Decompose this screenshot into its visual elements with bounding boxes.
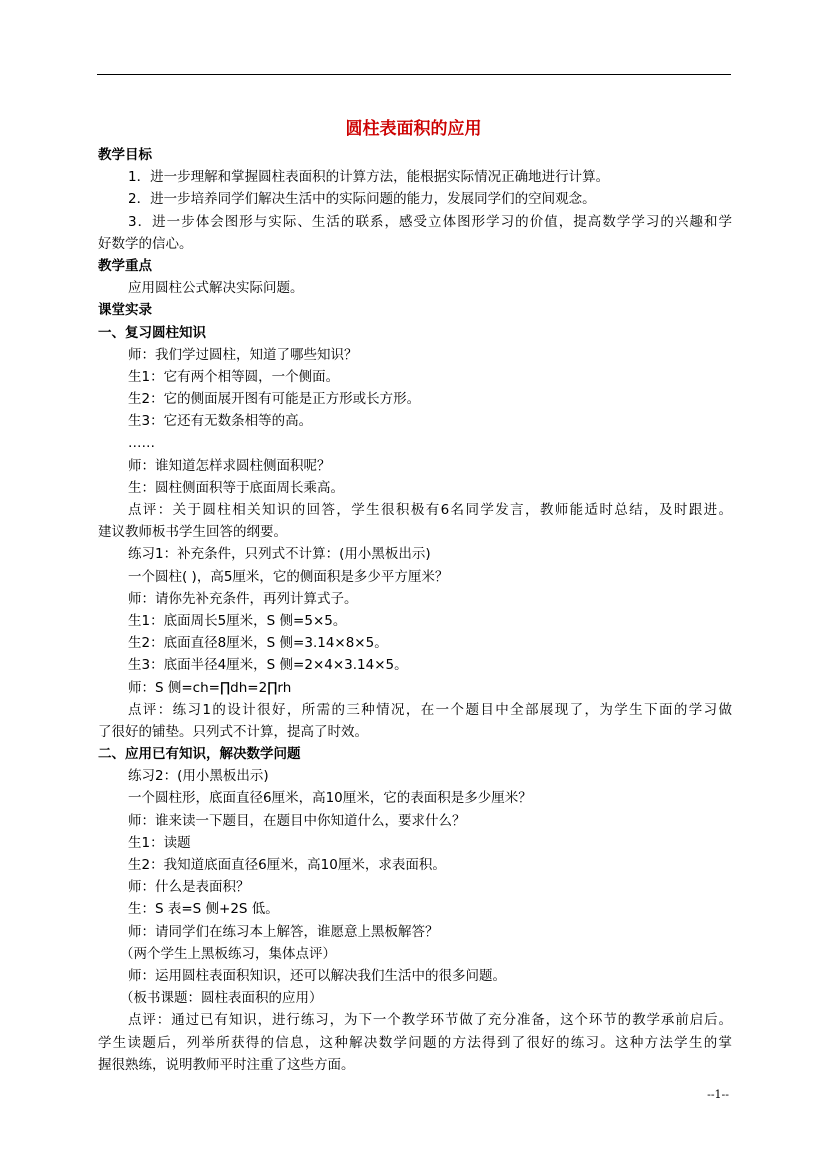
body-line: 生3：它还有无数条相等的高。 [128,413,313,430]
body-line: 生：S 表=S 侧+2S 低。 [128,901,279,918]
body-line: 2．进一步培养同学们解决生活中的实际问题的能力，发展同学们的空间观念。 [128,191,596,208]
body-line: 点评：通过已有知识，进行练习，为下一个教学环节做了充分准备，这个环节的教学承前启后。 [128,1012,732,1029]
body-line: 了很好的铺垫。只列式不计算，提高了时效。 [98,723,368,740]
section-heading: 二、应用已有知识，解决数学问题 [98,746,301,763]
body-line: 一个圆柱( )，高5厘米，它的侧面积是多少平方厘米？ [128,568,449,585]
body-line: 生1：读题 [128,834,191,851]
body-line: 练习2：(用小黑板出示) [128,768,269,785]
body-line: 师：谁知道怎样求圆柱侧面积呢？ [128,457,331,474]
body-line: 师：我们学过圆柱，知道了哪些知识？ [128,346,358,363]
body-line: 一个圆柱形，底面直径6厘米，高10厘米，它的表面积是多少厘米？ [128,790,532,807]
body-line: 师：什么是表面积？ [128,879,250,896]
document-body [98,144,732,1076]
body-line: 生2：底面直径8厘米，S 侧=3.14×8×5。 [128,635,388,652]
body-line: 生3：底面半径4厘米，S 侧=2×4×3.14×5。 [128,657,408,674]
body-line: 生1：它有两个相等圆，一个侧面。 [128,368,340,385]
body-line: 建议教师板书学生回答的纲要。 [98,524,287,541]
body-line: 师：请你先补充条件，再列计算式子。 [128,590,358,607]
section-heading: 课堂实录 [98,302,152,319]
body-line: （两个学生上黑板练习，集体点评） [120,945,336,962]
page-number: --1-- [707,1088,729,1101]
body-line: 师：S 侧=ch=∏dh=2∏rh [128,679,292,696]
body-line: 握很熟练，说明教师平时注重了这些方面。 [98,1056,355,1073]
body-line: 好数学的信心。 [98,235,193,252]
body-line: 生2：我知道底面直径6厘米，高10厘米，求表面积。 [128,857,446,873]
body-line: 生1：底面周长5厘米，S 侧=5×5。 [128,612,347,629]
section-heading: 一、复习圆柱知识 [98,324,206,341]
body-line: 点评：关于圆柱相关知识的回答，学生很积极有6名同学发言，教师能适时总结，及时跟进。 [128,502,732,518]
body-line: 生：圆柱侧面积等于底面周长乘高。 [128,479,344,496]
body-line: 应用圆柱公式解决实际问题。 [128,280,304,297]
body-line: 生2：它的侧面展开图有可能是正方形或长方形。 [128,391,421,408]
body-line: （板书课题：圆柱表面积的应用） [120,990,323,1007]
body-line: 师：谁来读一下题目，在题目中你知道什么，要求什么？ [128,812,466,829]
section-heading: 教学目标 [98,147,152,163]
body-line: 3．进一步体会图形与实际、生活的联系，感受立体图形学习的价值，提高数学学习的兴趣和学 [128,213,732,230]
body-line: …… [128,435,155,452]
body-line: 学生读题后，列举所获得的信息，这种解决数学问题的方法得到了很好的练习。这种方法学生的掌 [98,1034,732,1051]
body-line: 点评：练习1的设计很好，所需的三种情况，在一个题目中全部展现了，为学生下面的学习做 [128,701,732,718]
section-heading: 教学重点 [98,257,152,274]
body-line: 练习1：补充条件，只列式不计算：(用小黑板出示) [128,546,431,563]
body-line: 1．进一步理解和掌握圆柱表面积的计算方法，能根据实际情况正确地进行计算。 [128,169,610,186]
body-line: 师：运用圆柱表面积知识，还可以解决我们生活中的很多问题。 [128,967,506,984]
body-line: 师：请同学们在练习本上解答，谁愿意上黑板解答？ [128,923,439,940]
document-title: 圆柱表面积的应用 [345,119,482,139]
header-rule [97,74,731,75]
